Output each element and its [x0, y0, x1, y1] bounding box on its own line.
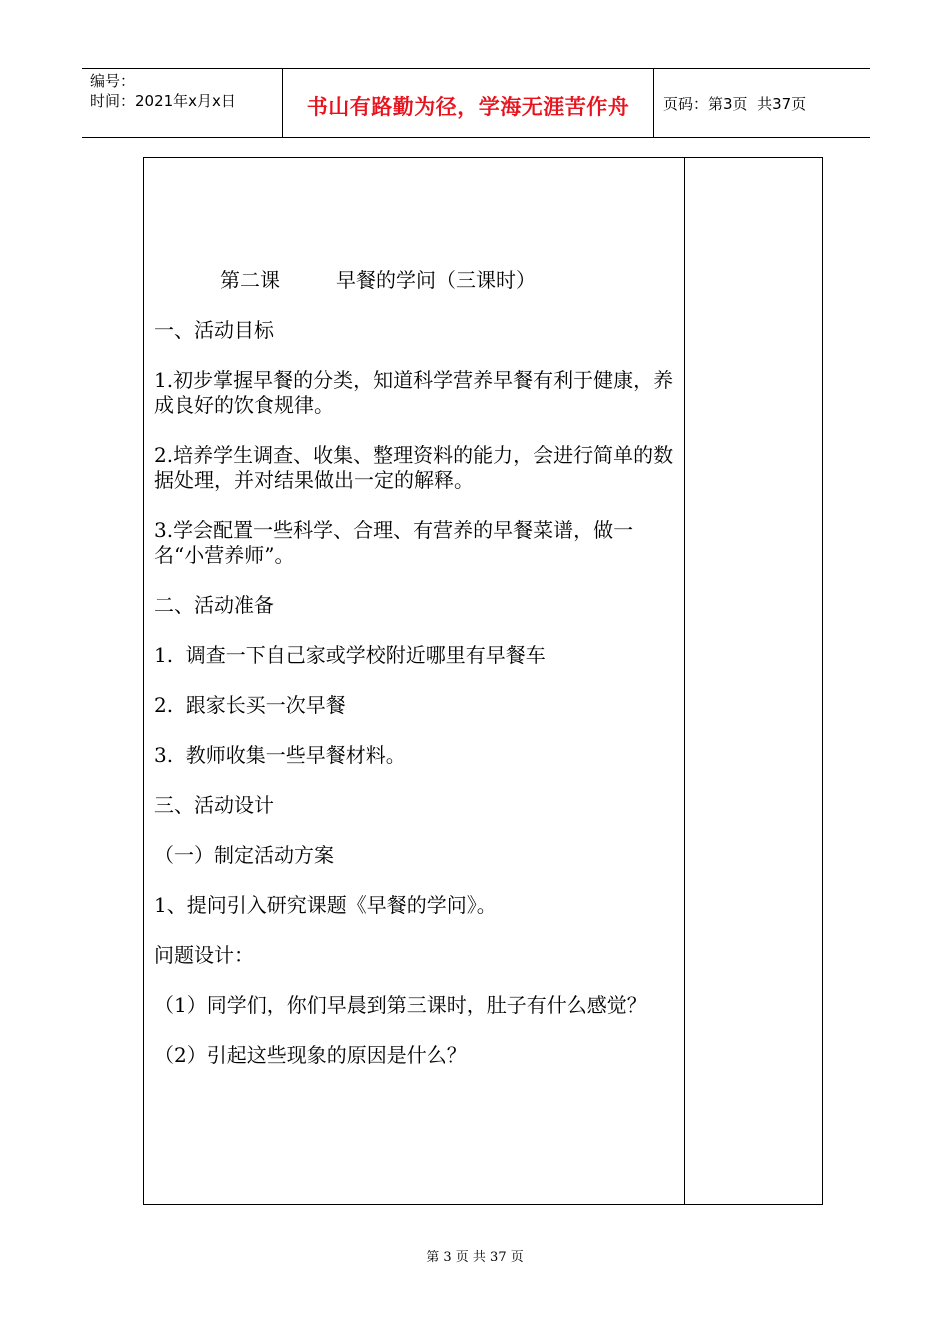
header-page-info: 页码：第3页 共37页	[663, 95, 807, 113]
question-item: （2）引起这些现象的原因是什么？	[154, 1043, 467, 1067]
header-motto: 书山有路勤为径，学海无涯苦作舟	[306, 95, 630, 119]
date-label: 时间：2021年x月x日	[90, 92, 236, 110]
page-footer: 第 3 页 共 37 页	[426, 1250, 524, 1265]
section-heading-design: 三、活动设计	[154, 793, 274, 817]
goal-item: 1.初步掌握早餐的分类，知道科学营养早餐有利于健康，养成良好的饮食规律。	[154, 368, 674, 417]
section-heading-goals: 一、活动目标	[154, 318, 274, 342]
table-column-divider	[684, 158, 685, 1204]
preparation-item: 3. 教师收集一些早餐材料。	[154, 743, 406, 767]
lesson-table	[143, 157, 823, 1205]
goal-item: 2.培养学生调查、收集、整理资料的能力，会进行简单的数据处理，并对结果做出一定的解释。	[154, 443, 674, 492]
lesson-name: 早餐的学问（三课时）	[336, 268, 536, 292]
number-label: 编号：	[90, 72, 136, 90]
goal-item: 3.学会配置一些科学、合理、有营养的早餐菜谱，做一名“小营养师”。	[154, 518, 634, 567]
header-meta	[90, 71, 236, 111]
section-heading-preparation: 二、活动准备	[154, 593, 274, 617]
header-divider	[653, 69, 654, 137]
design-step: 1、提问引入研究课题《早餐的学问》。	[154, 893, 497, 917]
subsection-heading: （一）制定活动方案	[154, 843, 334, 867]
question-item: （1）同学们，你们早晨到第三课时，肚子有什么感觉？	[154, 993, 647, 1017]
document-header	[82, 68, 870, 138]
lesson-content	[154, 268, 680, 1093]
lesson-title	[154, 268, 680, 293]
preparation-item: 1. 调查一下自己家或学校附近哪里有早餐车	[154, 643, 546, 667]
lesson-number: 第二课	[220, 268, 280, 292]
preparation-item: 2. 跟家长买一次早餐	[154, 693, 346, 717]
question-heading: 问题设计：	[154, 943, 254, 967]
